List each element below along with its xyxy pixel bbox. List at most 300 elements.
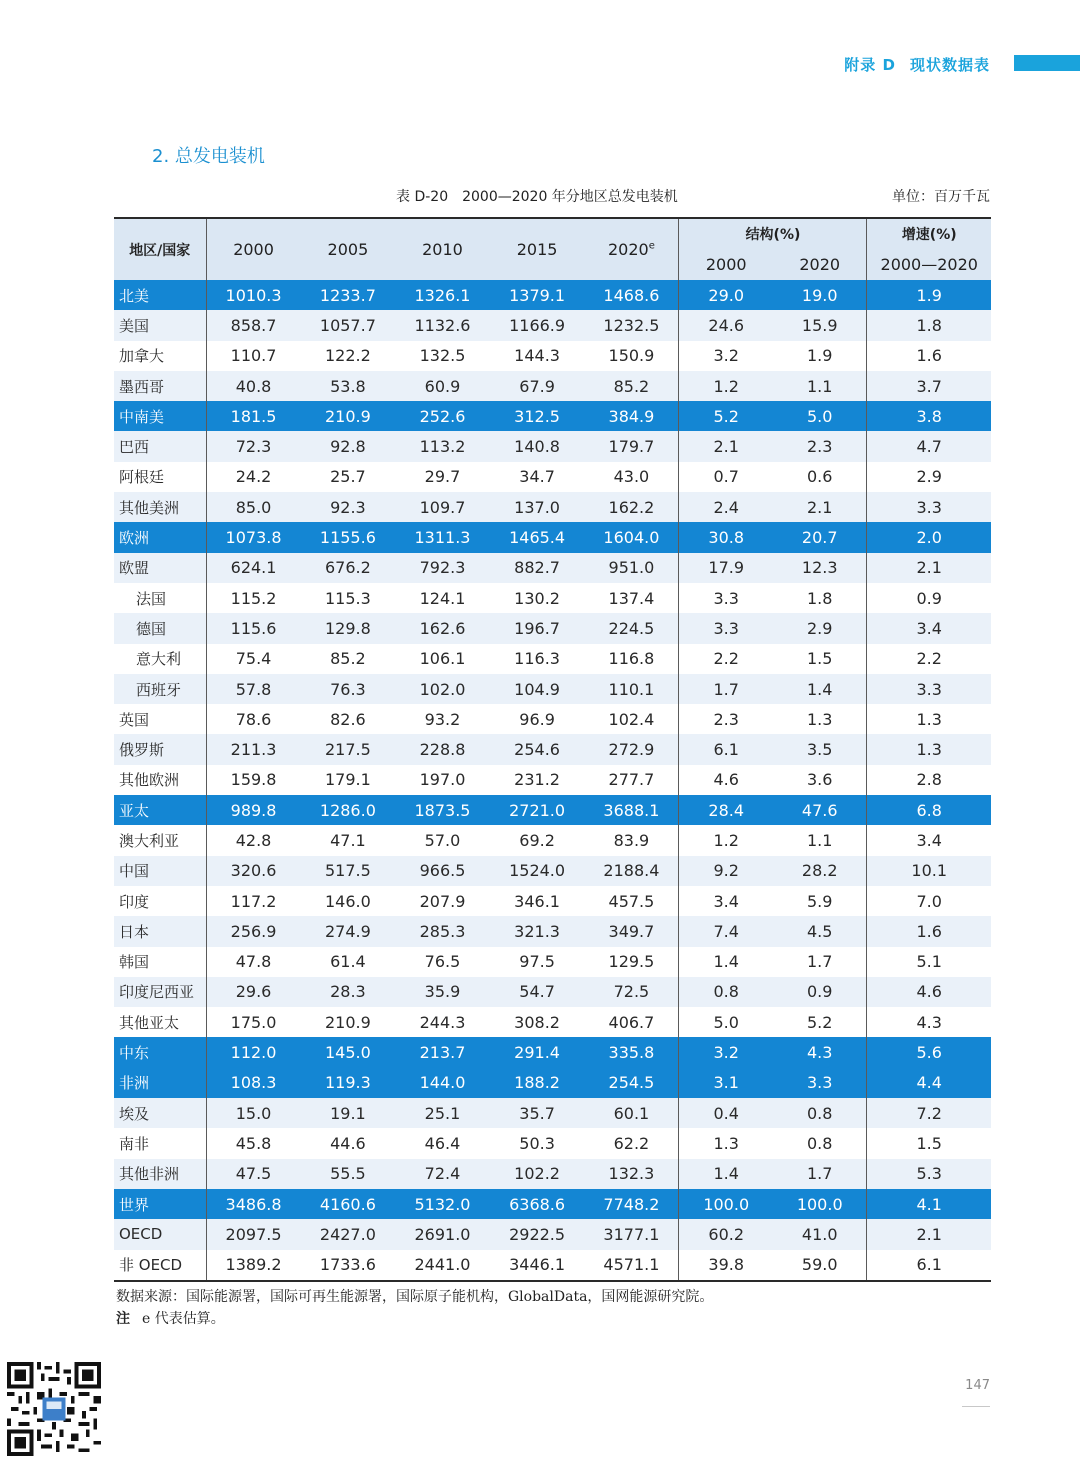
value-cell: 104.9 xyxy=(490,674,585,704)
value-cell: 244.3 xyxy=(395,1007,490,1037)
value-cell: 2721.0 xyxy=(490,795,585,825)
table-row xyxy=(114,583,991,613)
table-unit: 单位：百万千瓦 xyxy=(892,189,990,205)
value-cell: 291.4 xyxy=(490,1037,585,1067)
region-name-cell: 其他亚太 xyxy=(114,1007,206,1037)
value-cell: 129.5 xyxy=(584,947,679,977)
value-cell: 4.3 xyxy=(773,1037,867,1067)
region-name-cell: 南非 xyxy=(114,1128,206,1158)
value-cell: 43.0 xyxy=(584,462,679,492)
table-row xyxy=(114,734,991,764)
value-cell: 624.1 xyxy=(206,553,301,583)
value-cell: 6368.6 xyxy=(490,1189,585,1219)
region-name-cell: 英国 xyxy=(114,704,206,734)
value-cell: 349.7 xyxy=(584,916,679,946)
value-cell: 2.0 xyxy=(867,522,991,552)
value-cell: 1155.6 xyxy=(301,522,396,552)
region-name-cell: 西班牙 xyxy=(114,674,206,704)
table-row xyxy=(114,310,991,340)
value-cell: 60.2 xyxy=(679,1219,773,1249)
value-cell: 7.2 xyxy=(867,1098,991,1128)
region-name-cell: 中国 xyxy=(114,856,206,886)
header-accent-bar xyxy=(1014,55,1080,71)
value-cell: 308.2 xyxy=(490,1007,585,1037)
value-cell: 1.1 xyxy=(773,371,867,401)
value-cell: 4.6 xyxy=(867,977,991,1007)
value-cell: 5.6 xyxy=(867,1037,991,1067)
table-row xyxy=(114,886,991,916)
value-cell: 1233.7 xyxy=(301,280,396,310)
value-cell: 35.7 xyxy=(490,1098,585,1128)
value-cell: 159.8 xyxy=(206,765,301,795)
value-cell: 1468.6 xyxy=(584,280,679,310)
value-cell: 24.2 xyxy=(206,462,301,492)
value-cell: 46.4 xyxy=(395,1128,490,1158)
value-cell: 1389.2 xyxy=(206,1250,301,1281)
value-cell: 2.2 xyxy=(867,644,991,674)
value-cell: 54.7 xyxy=(490,977,585,1007)
region-name-cell: 中南美 xyxy=(114,401,206,431)
value-cell: 83.9 xyxy=(584,825,679,855)
value-cell: 5.0 xyxy=(773,401,867,431)
qr-code-icon xyxy=(7,1362,101,1456)
value-cell: 1.3 xyxy=(679,1128,773,1158)
table-row xyxy=(114,431,991,461)
value-cell: 2097.5 xyxy=(206,1219,301,1249)
value-cell: 1.3 xyxy=(867,734,991,764)
value-cell: 1.6 xyxy=(867,341,991,371)
value-cell: 85.2 xyxy=(584,371,679,401)
value-cell: 5.1 xyxy=(867,947,991,977)
region-name-cell: 亚太 xyxy=(114,795,206,825)
value-cell: 1166.9 xyxy=(490,310,585,340)
value-cell: 116.8 xyxy=(584,644,679,674)
value-cell: 29.0 xyxy=(679,280,773,310)
value-cell: 112.0 xyxy=(206,1037,301,1067)
value-cell: 1873.5 xyxy=(395,795,490,825)
region-name-cell: 日本 xyxy=(114,916,206,946)
page-number-rule xyxy=(962,1406,990,1407)
value-cell: 4571.1 xyxy=(584,1250,679,1281)
value-cell: 4160.6 xyxy=(301,1189,396,1219)
table-row xyxy=(114,1128,991,1158)
value-cell: 335.8 xyxy=(584,1037,679,1067)
table-caption: 表 D-20 2000—2020 年分地区总发电装机 xyxy=(396,189,678,205)
value-cell: 93.2 xyxy=(395,704,490,734)
value-cell: 47.8 xyxy=(206,947,301,977)
value-cell: 4.7 xyxy=(867,431,991,461)
value-cell: 150.9 xyxy=(584,341,679,371)
value-cell: 277.7 xyxy=(584,765,679,795)
value-cell: 3.5 xyxy=(773,734,867,764)
value-cell: 175.0 xyxy=(206,1007,301,1037)
table-row xyxy=(114,674,991,704)
value-cell: 124.1 xyxy=(395,583,490,613)
table-row xyxy=(114,1250,991,1281)
value-cell: 1.4 xyxy=(679,1159,773,1189)
value-cell: 144.0 xyxy=(395,1068,490,1098)
value-cell: 231.2 xyxy=(490,765,585,795)
value-cell: 384.9 xyxy=(584,401,679,431)
value-cell: 72.3 xyxy=(206,431,301,461)
value-cell: 0.8 xyxy=(773,1098,867,1128)
table-row xyxy=(114,1037,991,1067)
value-cell: 254.5 xyxy=(584,1068,679,1098)
value-cell: 25.1 xyxy=(395,1098,490,1128)
value-cell: 1379.1 xyxy=(490,280,585,310)
table-row xyxy=(114,492,991,522)
value-cell: 115.6 xyxy=(206,613,301,643)
value-cell: 1232.5 xyxy=(584,310,679,340)
value-cell: 6.1 xyxy=(679,734,773,764)
value-cell: 2.4 xyxy=(679,492,773,522)
value-cell: 9.2 xyxy=(679,856,773,886)
value-cell: 47.6 xyxy=(773,795,867,825)
value-cell: 1.7 xyxy=(773,947,867,977)
table-row xyxy=(114,371,991,401)
table-row xyxy=(114,795,991,825)
value-cell: 3.6 xyxy=(773,765,867,795)
table-row xyxy=(114,644,991,674)
value-cell: 3486.8 xyxy=(206,1189,301,1219)
value-cell: 35.9 xyxy=(395,977,490,1007)
header-year: 2000 xyxy=(206,218,301,280)
value-cell: 1.5 xyxy=(867,1128,991,1158)
value-cell: 321.3 xyxy=(490,916,585,946)
value-cell: 106.1 xyxy=(395,644,490,674)
value-cell: 181.5 xyxy=(206,401,301,431)
value-cell: 59.0 xyxy=(773,1250,867,1281)
value-cell: 2.1 xyxy=(679,431,773,461)
header-growth-period: 2000—2020 xyxy=(867,249,991,280)
value-cell: 92.3 xyxy=(301,492,396,522)
header-year-estimate xyxy=(584,218,679,280)
value-cell: 406.7 xyxy=(584,1007,679,1037)
value-cell: 109.7 xyxy=(395,492,490,522)
value-cell: 1.9 xyxy=(867,280,991,310)
value-cell: 25.7 xyxy=(301,462,396,492)
region-name-cell: 世界 xyxy=(114,1189,206,1219)
value-cell: 0.6 xyxy=(773,462,867,492)
value-cell: 2.9 xyxy=(773,613,867,643)
header-year: 2005 xyxy=(301,218,396,280)
value-cell: 2.1 xyxy=(867,1219,991,1249)
value-cell: 3.8 xyxy=(867,401,991,431)
value-cell: 75.4 xyxy=(206,644,301,674)
value-cell: 346.1 xyxy=(490,886,585,916)
note-text: e 代表估算。 xyxy=(142,1311,225,1327)
value-cell: 3.2 xyxy=(679,341,773,371)
value-cell: 2.3 xyxy=(679,704,773,734)
table-row xyxy=(114,462,991,492)
table-row xyxy=(114,977,991,1007)
value-cell: 1132.6 xyxy=(395,310,490,340)
value-cell: 1.5 xyxy=(773,644,867,674)
value-cell: 108.3 xyxy=(206,1068,301,1098)
value-cell: 224.5 xyxy=(584,613,679,643)
value-cell: 179.1 xyxy=(301,765,396,795)
value-cell: 1.6 xyxy=(867,916,991,946)
value-cell: 1010.3 xyxy=(206,280,301,310)
value-cell: 210.9 xyxy=(301,401,396,431)
region-name-cell: 韩国 xyxy=(114,947,206,977)
value-cell: 102.2 xyxy=(490,1159,585,1189)
value-cell: 61.4 xyxy=(301,947,396,977)
value-cell: 1733.6 xyxy=(301,1250,396,1281)
header-year: 2015 xyxy=(490,218,585,280)
value-cell: 146.0 xyxy=(301,886,396,916)
region-name-cell: 巴西 xyxy=(114,431,206,461)
value-cell: 53.8 xyxy=(301,371,396,401)
value-cell: 76.5 xyxy=(395,947,490,977)
value-cell: 5.9 xyxy=(773,886,867,916)
value-cell: 2.2 xyxy=(679,644,773,674)
value-cell: 76.3 xyxy=(301,674,396,704)
header-title: 现状数据表 xyxy=(909,56,990,74)
note-label: 注 xyxy=(116,1311,130,1327)
value-cell: 1.2 xyxy=(679,825,773,855)
value-cell: 1.4 xyxy=(679,947,773,977)
value-cell: 2.1 xyxy=(773,492,867,522)
value-cell: 57.8 xyxy=(206,674,301,704)
value-cell: 144.3 xyxy=(490,341,585,371)
header-appendix: 附录 D xyxy=(844,56,896,74)
value-cell: 0.4 xyxy=(679,1098,773,1128)
value-cell: 42.8 xyxy=(206,825,301,855)
value-cell: 130.2 xyxy=(490,583,585,613)
value-cell: 137.4 xyxy=(584,583,679,613)
value-cell: 119.3 xyxy=(301,1068,396,1098)
value-cell: 29.6 xyxy=(206,977,301,1007)
estimate-mark: e xyxy=(648,240,655,252)
value-cell: 3688.1 xyxy=(584,795,679,825)
value-cell: 19.1 xyxy=(301,1098,396,1128)
value-cell: 47.1 xyxy=(301,825,396,855)
value-cell: 0.8 xyxy=(773,1128,867,1158)
value-cell: 15.0 xyxy=(206,1098,301,1128)
table-row xyxy=(114,553,991,583)
value-cell: 57.0 xyxy=(395,825,490,855)
value-cell: 102.0 xyxy=(395,674,490,704)
value-cell: 2441.0 xyxy=(395,1250,490,1281)
value-cell: 0.8 xyxy=(679,977,773,1007)
value-cell: 207.9 xyxy=(395,886,490,916)
value-cell: 7.0 xyxy=(867,886,991,916)
value-cell: 113.2 xyxy=(395,431,490,461)
value-cell: 92.8 xyxy=(301,431,396,461)
value-cell: 129.8 xyxy=(301,613,396,643)
capacity-table xyxy=(114,217,991,1282)
value-cell: 47.5 xyxy=(206,1159,301,1189)
table-row xyxy=(114,280,991,310)
value-cell: 210.9 xyxy=(301,1007,396,1037)
header-region: 地区/国家 xyxy=(114,218,206,280)
value-cell: 115.3 xyxy=(301,583,396,613)
header-structure-year: 2000 xyxy=(679,249,773,280)
value-cell: 122.2 xyxy=(301,341,396,371)
table-row xyxy=(114,825,991,855)
value-cell: 1326.1 xyxy=(395,280,490,310)
value-cell: 40.8 xyxy=(206,371,301,401)
value-cell: 1.2 xyxy=(679,371,773,401)
table-row xyxy=(114,1068,991,1098)
value-cell: 1465.4 xyxy=(490,522,585,552)
region-name-cell: 法国 xyxy=(114,583,206,613)
value-cell: 882.7 xyxy=(490,553,585,583)
value-cell: 85.2 xyxy=(301,644,396,674)
value-cell: 69.2 xyxy=(490,825,585,855)
value-cell: 3.4 xyxy=(679,886,773,916)
table-row xyxy=(114,856,991,886)
region-name-cell: 北美 xyxy=(114,280,206,310)
value-cell: 0.9 xyxy=(773,977,867,1007)
value-cell: 1.4 xyxy=(773,674,867,704)
value-cell: 5.0 xyxy=(679,1007,773,1037)
value-cell: 50.3 xyxy=(490,1128,585,1158)
header-year: 2020 xyxy=(607,240,649,259)
value-cell: 4.3 xyxy=(867,1007,991,1037)
value-cell: 15.9 xyxy=(773,310,867,340)
region-name-cell: 欧洲 xyxy=(114,522,206,552)
value-cell: 3.1 xyxy=(679,1068,773,1098)
running-header xyxy=(844,54,990,75)
value-cell: 217.5 xyxy=(301,734,396,764)
region-name-cell: 印度 xyxy=(114,886,206,916)
value-cell: 457.5 xyxy=(584,886,679,916)
value-cell: 254.6 xyxy=(490,734,585,764)
value-cell: 1057.7 xyxy=(301,310,396,340)
value-cell: 1.3 xyxy=(773,704,867,734)
value-cell: 5.3 xyxy=(867,1159,991,1189)
value-cell: 110.7 xyxy=(206,341,301,371)
value-cell: 6.1 xyxy=(867,1250,991,1281)
value-cell: 0.9 xyxy=(867,583,991,613)
value-cell: 3.3 xyxy=(867,492,991,522)
region-name-cell: 美国 xyxy=(114,310,206,340)
value-cell: 3.2 xyxy=(679,1037,773,1067)
region-name-cell: 中东 xyxy=(114,1037,206,1067)
value-cell: 312.5 xyxy=(490,401,585,431)
value-cell: 951.0 xyxy=(584,553,679,583)
region-name-cell: 其他非洲 xyxy=(114,1159,206,1189)
value-cell: 2.9 xyxy=(867,462,991,492)
value-cell: 3.4 xyxy=(867,613,991,643)
value-cell: 12.3 xyxy=(773,553,867,583)
header-structure-year: 2020 xyxy=(773,249,867,280)
table-row xyxy=(114,916,991,946)
value-cell: 1311.3 xyxy=(395,522,490,552)
value-cell: 67.9 xyxy=(490,371,585,401)
value-cell: 676.2 xyxy=(301,553,396,583)
value-cell: 82.6 xyxy=(301,704,396,734)
section-heading: 2. 总发电装机 xyxy=(152,146,265,167)
value-cell: 7.4 xyxy=(679,916,773,946)
value-cell: 1.9 xyxy=(773,341,867,371)
region-name-cell: 意大利 xyxy=(114,644,206,674)
value-cell: 96.9 xyxy=(490,704,585,734)
table-row xyxy=(114,522,991,552)
value-cell: 45.8 xyxy=(206,1128,301,1158)
value-cell: 4.1 xyxy=(867,1189,991,1219)
value-cell: 100.0 xyxy=(679,1189,773,1219)
value-cell: 10.1 xyxy=(867,856,991,886)
table-row xyxy=(114,1098,991,1128)
value-cell: 3.7 xyxy=(867,371,991,401)
value-cell: 989.8 xyxy=(206,795,301,825)
value-cell: 132.5 xyxy=(395,341,490,371)
value-cell: 1.8 xyxy=(773,583,867,613)
value-cell: 274.9 xyxy=(301,916,396,946)
value-cell: 162.6 xyxy=(395,613,490,643)
value-cell: 3.3 xyxy=(679,583,773,613)
value-cell: 320.6 xyxy=(206,856,301,886)
value-cell: 256.9 xyxy=(206,916,301,946)
header-year: 2010 xyxy=(395,218,490,280)
value-cell: 30.8 xyxy=(679,522,773,552)
value-cell: 6.8 xyxy=(867,795,991,825)
value-cell: 1073.8 xyxy=(206,522,301,552)
value-cell: 55.5 xyxy=(301,1159,396,1189)
value-cell: 211.3 xyxy=(206,734,301,764)
value-cell: 85.0 xyxy=(206,492,301,522)
table-row xyxy=(114,947,991,977)
value-cell: 102.4 xyxy=(584,704,679,734)
table-row xyxy=(114,1007,991,1037)
value-cell: 44.6 xyxy=(301,1128,396,1158)
value-cell: 3.4 xyxy=(867,825,991,855)
region-name-cell: 德国 xyxy=(114,613,206,643)
value-cell: 117.2 xyxy=(206,886,301,916)
value-cell: 145.0 xyxy=(301,1037,396,1067)
value-cell: 28.3 xyxy=(301,977,396,1007)
table-row xyxy=(114,1189,991,1219)
table-row xyxy=(114,1159,991,1189)
value-cell: 162.2 xyxy=(584,492,679,522)
value-cell: 5.2 xyxy=(773,1007,867,1037)
value-cell: 2427.0 xyxy=(301,1219,396,1249)
value-cell: 188.2 xyxy=(490,1068,585,1098)
value-cell: 213.7 xyxy=(395,1037,490,1067)
region-name-cell: 非洲 xyxy=(114,1068,206,1098)
region-name-cell: 加拿大 xyxy=(114,341,206,371)
region-name-cell: 其他欧洲 xyxy=(114,765,206,795)
value-cell: 19.0 xyxy=(773,280,867,310)
value-cell: 137.0 xyxy=(490,492,585,522)
value-cell: 7748.2 xyxy=(584,1189,679,1219)
value-cell: 132.3 xyxy=(584,1159,679,1189)
region-name-cell: 阿根廷 xyxy=(114,462,206,492)
value-cell: 4.5 xyxy=(773,916,867,946)
value-cell: 858.7 xyxy=(206,310,301,340)
value-cell: 1604.0 xyxy=(584,522,679,552)
value-cell: 228.8 xyxy=(395,734,490,764)
value-cell: 28.4 xyxy=(679,795,773,825)
value-cell: 78.6 xyxy=(206,704,301,734)
value-cell: 60.9 xyxy=(395,371,490,401)
header-structure: 结构(%) xyxy=(679,218,867,249)
value-cell: 17.9 xyxy=(679,553,773,583)
table-row xyxy=(114,765,991,795)
value-cell: 0.7 xyxy=(679,462,773,492)
value-cell: 252.6 xyxy=(395,401,490,431)
value-cell: 20.7 xyxy=(773,522,867,552)
value-cell: 60.1 xyxy=(584,1098,679,1128)
value-cell: 5132.0 xyxy=(395,1189,490,1219)
value-cell: 792.3 xyxy=(395,553,490,583)
value-cell: 116.3 xyxy=(490,644,585,674)
region-name-cell: 印度尼西亚 xyxy=(114,977,206,1007)
value-cell: 115.2 xyxy=(206,583,301,613)
